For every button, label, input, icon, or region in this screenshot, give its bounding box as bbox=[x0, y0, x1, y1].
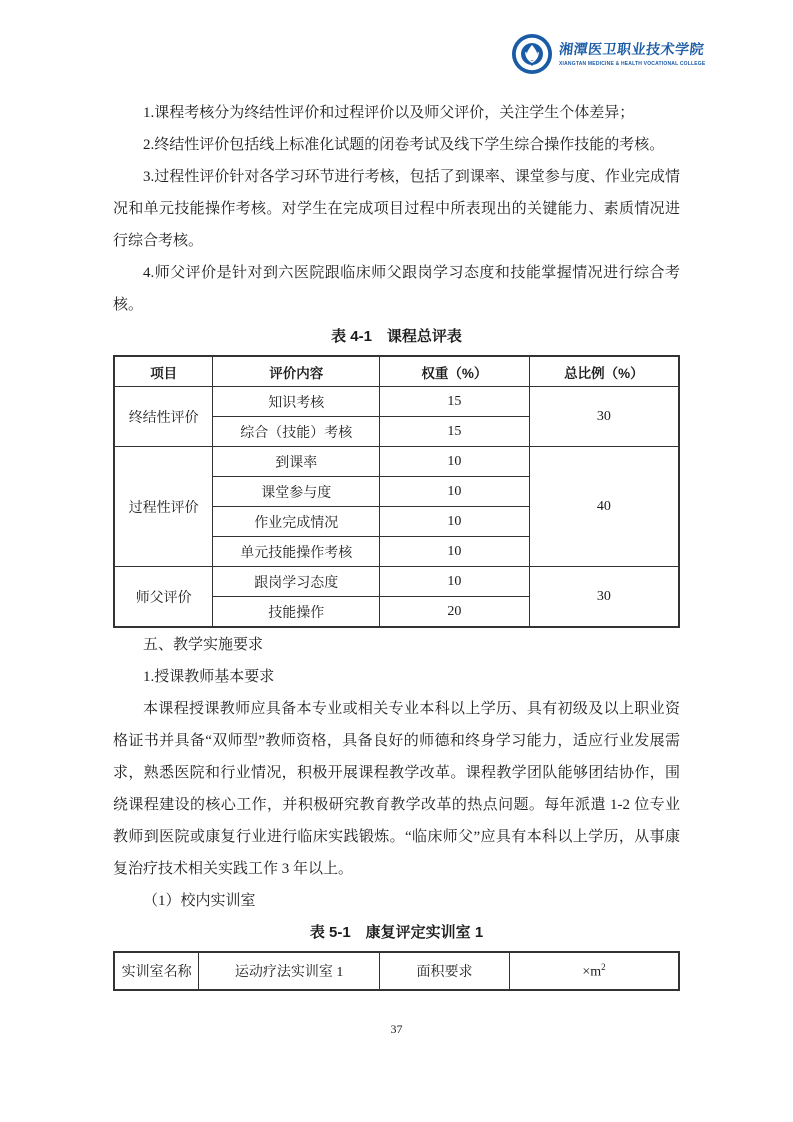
t41-cell: 15 bbox=[380, 387, 530, 417]
college-name-en: XIANGTAN MEDICINE & HEALTH VOCATIONAL COLLEGE bbox=[559, 60, 706, 67]
college-emblem-icon bbox=[511, 33, 553, 75]
t51-area-value-cell bbox=[509, 952, 679, 990]
t41-cell: 单元技能操作考核 bbox=[213, 537, 380, 567]
t51-name-value-cell: 运动疗法实训室 1 bbox=[199, 952, 380, 990]
t41-group-total: 40 bbox=[529, 447, 679, 567]
training-room-table bbox=[113, 951, 680, 991]
t41-cell: 到课率 bbox=[213, 447, 380, 477]
t41-cell: 10 bbox=[380, 507, 530, 537]
paragraph-assessment-2: 2.终结性评价包括线上标准化试题的闭卷考试及线下学生综合操作技能的考核。 bbox=[143, 137, 665, 153]
table51-caption: 表 5-1 康复评定实训室 1 bbox=[309, 924, 484, 941]
t41-group-total: 30 bbox=[529, 567, 679, 628]
t51-area-label-cell: 面积要求 bbox=[380, 952, 510, 990]
teacher-requirement-heading: 1.授课教师基本要求 bbox=[143, 669, 275, 685]
campus-lab-heading: （1）校内实训室 bbox=[143, 893, 256, 909]
table-header-row bbox=[114, 356, 679, 387]
document-content bbox=[113, 97, 680, 992]
t41-cell: 课堂参与度 bbox=[213, 477, 380, 507]
t41-group-name: 终结性评价 bbox=[114, 387, 213, 447]
t41-header-content: 评价内容 bbox=[213, 356, 380, 387]
t41-cell: 跟岗学习态度 bbox=[213, 567, 380, 597]
teacher-requirement-paragraph: 本课程授课教师应具备本专业或相关专业本科以上学历、具有初级及以上职业资格证书并具备“双师型”教师资格，具备良好的师德和终身学习能力，适应行业发展需求，熟悉医院和行业情况，积极开展课程教学改革。课程教学团队能够团结协作，围绕课程建设的核心工作，并积极研究教育教学改革的热点问题。每年派遣 1-2 位专业教师到医院或康复行业进行临床实践锻炼。“临床师父”应具有本科以上学历，从事康复治疗技术相关实践工作 3 年以上。 bbox=[113, 701, 680, 877]
section5-heading: 五、教学实施要求 bbox=[143, 637, 264, 653]
page-number: 37 bbox=[390, 1022, 403, 1036]
t41-cell: 作业完成情况 bbox=[213, 507, 380, 537]
table-row bbox=[114, 387, 679, 417]
t41-header-total: 总比例（%） bbox=[529, 356, 679, 387]
t41-cell: 10 bbox=[380, 567, 530, 597]
t41-header-item: 项目 bbox=[114, 356, 213, 387]
t41-group-total: 30 bbox=[529, 387, 679, 447]
t41-header-weight: 权重（%） bbox=[380, 356, 530, 387]
t41-cell: 15 bbox=[380, 417, 530, 447]
paragraph-assessment-1: 1.课程考核分为终结性评价和过程评价以及师父评价，关注学生个体差异； bbox=[143, 105, 635, 121]
table41-caption: 表 4-1 课程总评表 bbox=[331, 328, 462, 345]
t41-cell: 10 bbox=[380, 537, 530, 567]
area-value-base: ×m bbox=[582, 964, 602, 980]
t41-cell: 知识考核 bbox=[213, 387, 380, 417]
course-evaluation-table bbox=[113, 355, 680, 628]
table-row bbox=[114, 567, 679, 597]
t41-cell: 技能操作 bbox=[213, 597, 380, 628]
college-logo bbox=[511, 33, 705, 75]
t41-group-name: 师父评价 bbox=[114, 567, 213, 628]
t41-cell: 10 bbox=[380, 477, 530, 507]
paragraph-assessment-3: 3.过程性评价针对各学习环节进行考核，包括了到课率、课堂参与度、作业完成情况和单元技能操作考核。对学生在完成项目过程中所表现出的关键能力、素质情况进行综合考核。 bbox=[113, 169, 680, 249]
t41-group-name: 过程性评价 bbox=[114, 447, 213, 567]
t41-cell: 10 bbox=[380, 447, 530, 477]
area-value-superscript: 2 bbox=[601, 961, 606, 972]
t41-cell: 综合（技能）考核 bbox=[213, 417, 380, 447]
table-row bbox=[114, 447, 679, 477]
t41-cell: 20 bbox=[380, 597, 530, 628]
college-name-block bbox=[559, 42, 705, 67]
college-name-zh: 湘潭医卫职业技术学院 bbox=[558, 42, 705, 58]
t51-name-label-cell: 实训室名称 bbox=[114, 952, 199, 990]
paragraph-assessment-4: 4.师父评价是针对到六医院跟临床师父跟岗学习态度和技能掌握情况进行综合考核。 bbox=[113, 265, 680, 313]
table-row bbox=[114, 952, 679, 990]
